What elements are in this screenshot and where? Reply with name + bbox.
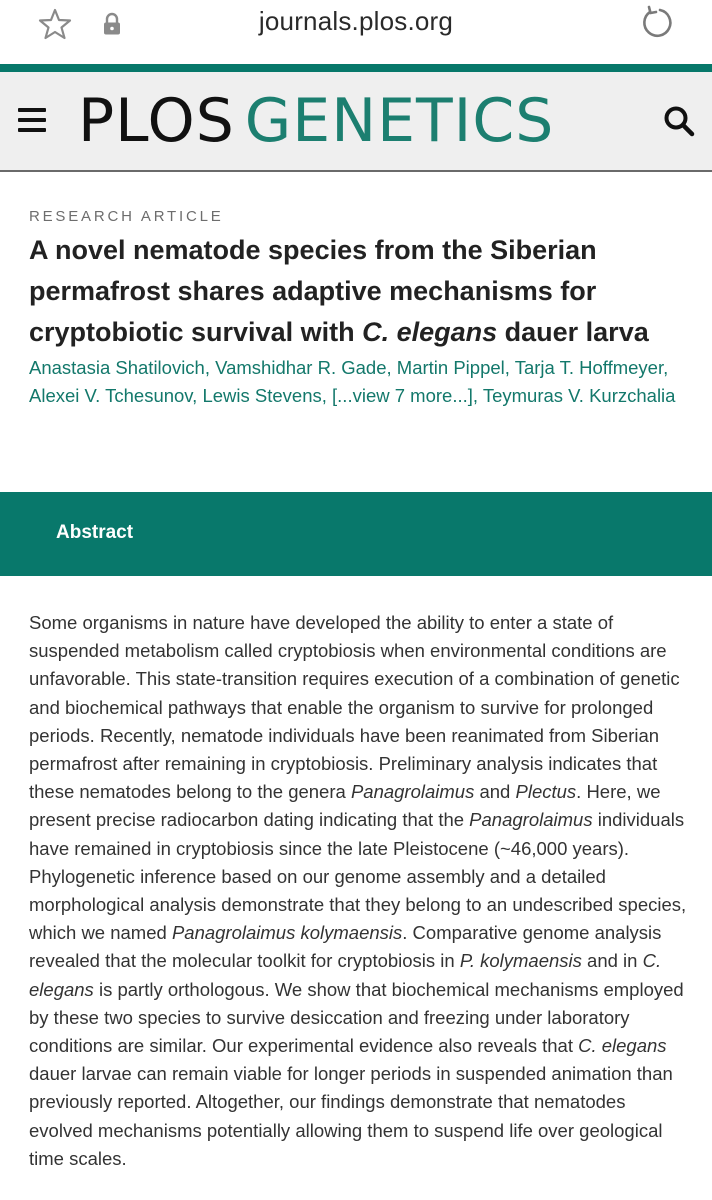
abstract-italic-term: C. elegans (29, 950, 662, 1000)
journal-header (0, 72, 712, 172)
abstract-italic-term: C. elegans (578, 1035, 667, 1057)
logo-genetics: GENETICS (244, 86, 555, 156)
author-list (29, 354, 689, 410)
reload-icon[interactable] (638, 4, 676, 42)
search-icon[interactable] (662, 104, 696, 138)
menu-icon[interactable] (18, 108, 46, 132)
abstract-text: Some organisms in nature have developed the ability to enter a state of suspended metabolism called cryptobiosis when environmental conditions are unfavorable. This state-transition requires execution of a combination of genetic and biochemical pathways that enable the organism to survive for prolonged periods. Recently, nematode individuals have been reanimated from Siberian permafrost after remaining in cryptobiosis. Preliminary analysis indicates that these nematodes belong to the genera (29, 612, 680, 803)
abstract-header-band[interactable] (0, 492, 712, 576)
browser-toolbar (0, 0, 712, 64)
abstract-text: and (474, 781, 516, 803)
article-type-label: RESEARCH ARTICLE (29, 208, 224, 225)
title-text: A novel nematode species from the Siberian permafrost shares adaptive mechanisms for cryptobiotic survival with (29, 235, 597, 347)
abstract-text: dauer larvae can remain viable for longer periods in suspended animation than previously reported. Altogether, our findings demonstrate that nematodes evolved mechanisms potentially allowing them to suspend life over geological time scales. (29, 1063, 673, 1169)
abstract-italic-term: Plectus (515, 781, 577, 803)
abstract-body (29, 609, 693, 1173)
abstract-text: individuals have remained in cryptobiosis since the late Pleistocene (~46,000 years). Phylogenetic inference based on our genome assembly and a detailed morphological analysis demonstrate that they belong to an undescribed species, which we named (29, 809, 687, 944)
abstract-text: . Here, we present precise radiocarbon dating indicating that the (29, 781, 661, 831)
header-accent-rule (0, 64, 712, 72)
title-species: C. elegans (362, 317, 498, 347)
abstract-text: . Comparative genome analysis revealed that the molecular toolkit for cryptobiosis in (29, 922, 662, 972)
url-text[interactable]: journals.plos.org (258, 6, 454, 36)
view-more-authors-link[interactable]: [...view 7 more...] (332, 385, 473, 406)
logo-plos: PLOS (78, 86, 235, 156)
journal-logo[interactable] (78, 86, 638, 156)
abstract-italic-term: Panagrolaimus (469, 809, 593, 831)
abstract-text: and in (581, 950, 643, 972)
abstract-heading: Abstract (56, 522, 134, 543)
abstract-italic-term: Panagrolaimus kolymaensis (171, 922, 403, 944)
title-text-end: dauer larva (497, 317, 649, 347)
authors-first[interactable]: Anastasia Shatilovich, Vamshidhar R. Gade, Martin Pippel, Tarja T. Hoffmeyer, Alexei V. Tchesunov, Lewis Stevens, (29, 357, 669, 406)
abstract-text: is partly orthologous. We show that biochemical mechanisms employed by these two species to survive desiccation and freezing under laboratory conditions are similar. Our experimental evidence also reveals that (29, 978, 684, 1057)
article-title (29, 230, 689, 353)
authors-last[interactable]: , Teymuras V. Kurzchalia (472, 385, 676, 406)
abstract-italic-term: Panagrolaimus (350, 781, 475, 803)
abstract-italic-term: P. kolymaensis (459, 950, 582, 972)
